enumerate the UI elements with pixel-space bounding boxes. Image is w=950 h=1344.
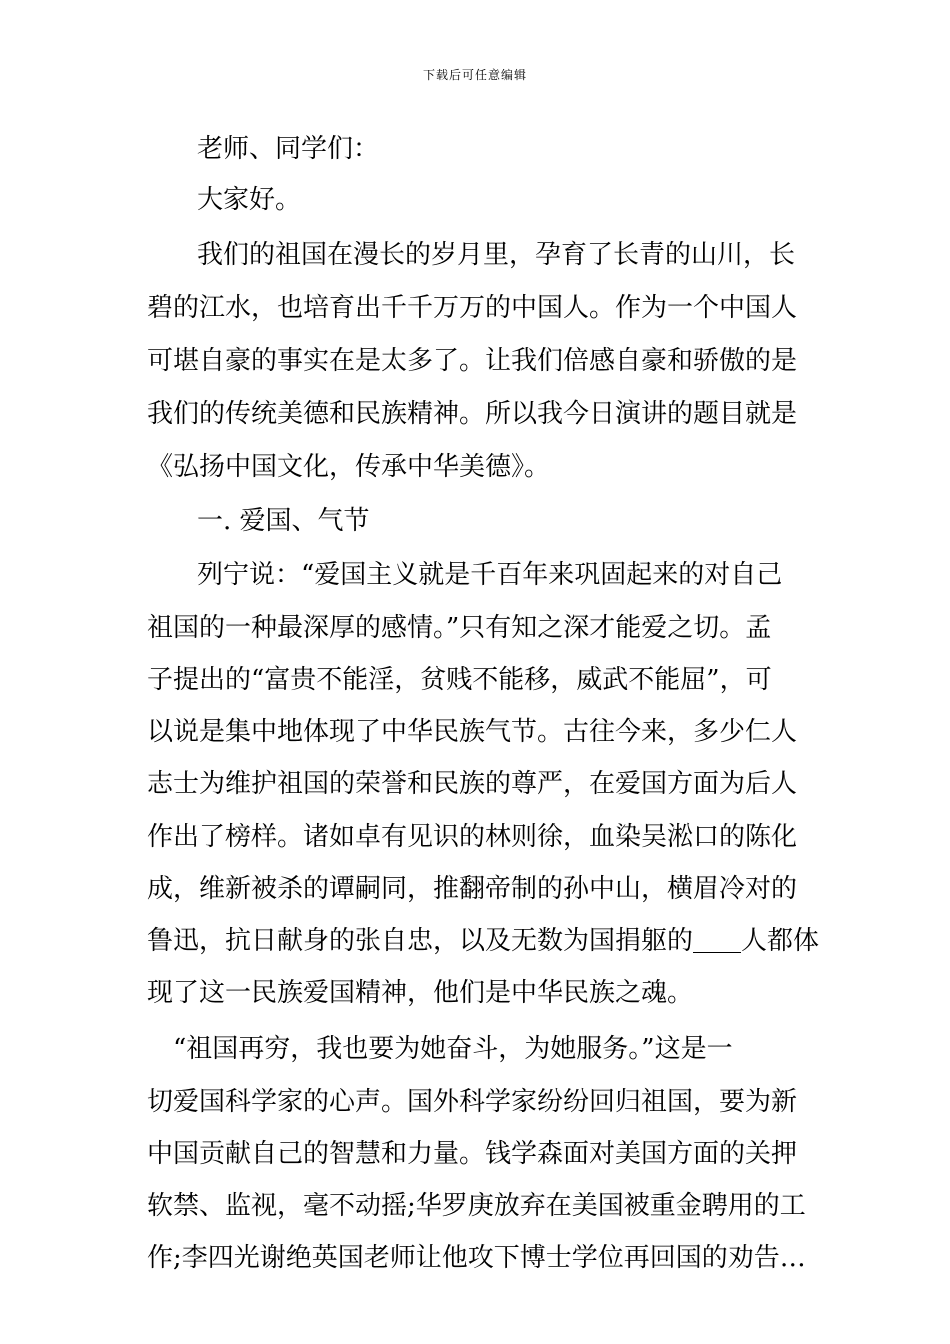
paragraph-line: 祖国的一种最深厚的感情。”只有知之深才能爱之切。孟 [147, 613, 772, 643]
paragraph-line: 《弘扬中国文化，传承中华美德》。 [147, 452, 551, 482]
fill-in-blank [693, 926, 741, 953]
section-heading: 一. 爱国、气节 [197, 506, 370, 536]
paragraph-line: 作出了榜样。诸如卓有见识的林则徐，血染吴淞口的陈化 [147, 822, 798, 852]
page-header: 下载后可任意编辑 [422, 68, 527, 82]
paragraph-line: 我们的传统美德和民族精神。所以我今日演讲的题目就是 [147, 399, 798, 429]
paragraph-line: 切爱国科学家的心声。国外科学家纷纷回归祖国，要为新 [147, 1087, 798, 1117]
paragraph-line: 我们的祖国在漫长的岁月里，孕育了长青的山川，长 [197, 240, 796, 270]
paragraph-line: 成，维新被杀的谭嗣同，推翻帝制的孙中山，横眉冷对的 [147, 874, 798, 904]
line-text-after-blank: 人都体 [741, 926, 820, 956]
greeting-line: 大家好。 [197, 185, 302, 215]
paragraph-line: 列宁说：“爱国主义就是千百年来巩固起来的对自己 [197, 560, 783, 590]
paragraph-line: 志士为维护祖国的荣誉和民族的尊严，在爱国方面为后人 [147, 769, 798, 799]
paragraph-line: “祖国再穷，我也要为她奋斗，为她服务。”这是一 [173, 1034, 733, 1064]
paragraph-line-with-blank [147, 919, 819, 963]
paragraph-line: 碧的江水，也培育出千千万万的中国人。作为一个中国人 [147, 293, 798, 323]
paragraph-line: 软禁、监视，毫不动摇;华罗庚放弃在美国被重金聘用的工 [147, 1191, 806, 1221]
paragraph-line: 作;李四光谢绝英国老师让他攻下博士学位再回国的劝告… [147, 1243, 806, 1273]
line-text-before-blank: 鲁迅，抗日献身的张自忠，以及无数为国捐躯的 [147, 926, 694, 956]
paragraph-line: 现了这一民族爱国精神，他们是中华民族之魂。 [147, 978, 694, 1008]
salutation-line: 老师、同学们： [197, 134, 380, 164]
paragraph-line: 中国贡献自己的智慧和力量。钱学森面对美国方面的关押 [147, 1139, 798, 1169]
paragraph-line: 可堪自豪的事实在是太多了。让我们倍感自豪和骄傲的是 [147, 346, 798, 376]
paragraph-line: 以说是集中地体现了中华民族气节。古往今来，多少仁人 [147, 717, 798, 747]
paragraph-line: 子提出的“富贵不能淫，贫贱不能移，威武不能屈”，可 [147, 665, 772, 695]
